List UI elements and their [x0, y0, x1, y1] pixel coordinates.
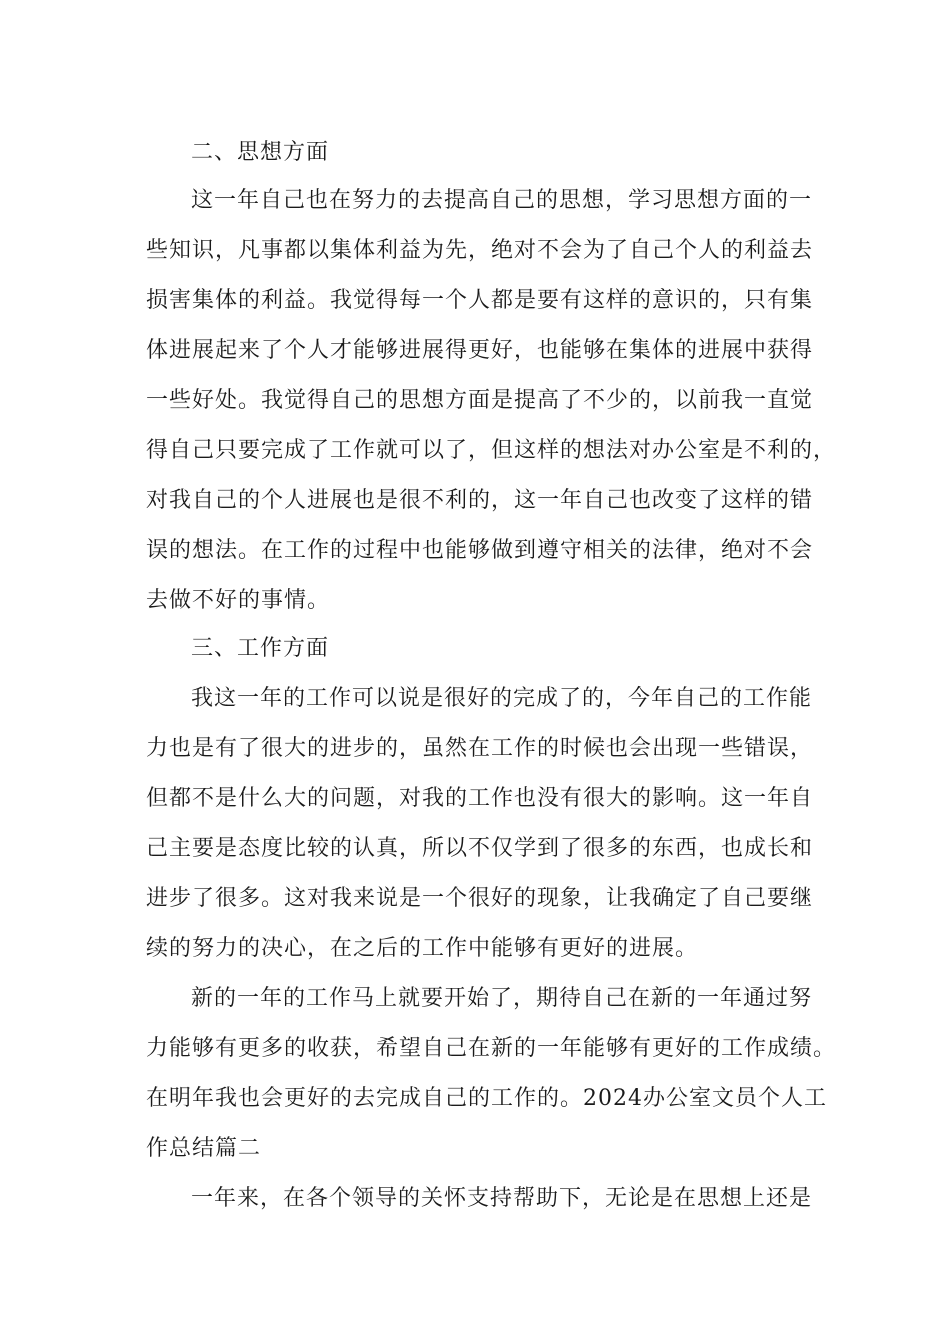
section-heading-work: 三、工作方面 [191, 636, 330, 661]
paragraph-line: 己主要是态度比较的认真，所以不仅学到了很多的东西，也成长和 [146, 836, 814, 861]
paragraph-line: 损害集体的利益。我觉得每一个人都是要有这样的意识的，只有集 [146, 288, 814, 313]
paragraph-line: 在明年我也会更好的去完成自己的工作的。2024办公室文员个人工 [146, 1086, 827, 1111]
paragraph-line: 去做不好的事情。 [146, 588, 331, 613]
paragraph-line: 新的一年的工作马上就要开始了，期待自己在新的一年通过努 [191, 986, 813, 1011]
section-heading-thought: 二、思想方面 [191, 140, 330, 165]
paragraph-line: 些知识，凡事都以集体利益为先，绝对不会为了自己个人的利益去 [146, 238, 814, 263]
paragraph-line: 一年来，在各个领导的关怀支持帮助下，无论是在思想上还是 [191, 1186, 813, 1211]
paragraph-line: 续的努力的决心，在之后的工作中能够有更好的进展。 [146, 936, 699, 961]
paragraph-line: 作总结篇二 [146, 1136, 262, 1161]
paragraph-line: 误的想法。在工作的过程中也能够做到遵守相关的法律，绝对不会 [146, 538, 814, 563]
paragraph-line: 力也是有了很大的进步的，虽然在工作的时候也会出现一些错误， [146, 736, 814, 761]
paragraph-line: 对我自己的个人进展也是很不利的，这一年自己也改变了这样的错 [146, 488, 814, 513]
paragraph-line: 但都不是什么大的问题，对我的工作也没有很大的影响。这一年自 [146, 786, 814, 811]
paragraph-line: 一些好处。我觉得自己的思想方面是提高了不少的，以前我一直觉 [146, 388, 814, 413]
paragraph-line: 进步了很多。这对我来说是一个很好的现象，让我确定了自己要继 [146, 886, 814, 911]
paragraph-line: 得自己只要完成了工作就可以了，但这样的想法对办公室是不利的， [146, 438, 837, 463]
paragraph-line: 体进展起来了个人才能够进展得更好，也能够在集体的进展中获得 [146, 338, 814, 363]
paragraph-line: 力能够有更多的收获，希望自己在新的一年能够有更好的工作成绩。 [146, 1036, 837, 1061]
paragraph-line: 我这一年的工作可以说是很好的完成了的，今年自己的工作能 [191, 686, 813, 711]
paragraph-line: 这一年自己也在努力的去提高自己的思想，学习思想方面的一 [191, 188, 813, 213]
